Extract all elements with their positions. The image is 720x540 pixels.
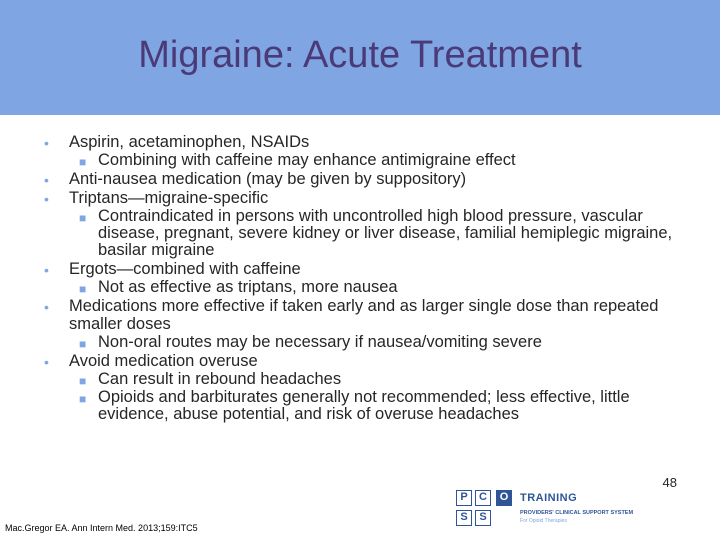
logo-letter: S <box>475 510 491 526</box>
square-bullet-icon: ■ <box>79 337 87 351</box>
bullet-text: Avoid medication overuse <box>69 352 258 370</box>
sub-bullet-text: Contraindicated in persons with uncontrolled high blood pressure, vascular disease, pregnant, severe kidney or liver disease, familial hemiplegic migraine, basilar migraine <box>98 207 673 259</box>
bullet-item <box>44 170 684 188</box>
logo-word: TRAINING <box>520 492 578 504</box>
pcss-logo <box>456 490 646 530</box>
logo-tagline: PROVIDERS' CLINICAL SUPPORT SYSTEM <box>520 510 634 516</box>
logo-letter: O <box>496 490 512 506</box>
bullet-dot-icon: • <box>44 262 49 278</box>
bullet-dot-icon: • <box>44 191 49 207</box>
page-number: 48 <box>662 475 677 490</box>
slide-title: Migraine: Acute Treatment <box>138 34 582 76</box>
sub-bullet-item <box>44 152 684 169</box>
sub-bullet-item <box>44 389 684 423</box>
square-bullet-icon: ■ <box>79 392 87 406</box>
logo-subtagline: For Opioid Therapies <box>520 518 567 524</box>
bullet-item <box>44 352 684 370</box>
bullet-dot-icon: • <box>44 299 49 315</box>
bullet-text: Ergots—combined with caffeine <box>69 260 301 278</box>
sub-bullet-text: Opioids and barbiturates generally not recommended; less effective, little evidence, abuse potential, and risk of overuse headaches <box>98 388 630 423</box>
sub-bullet-item <box>44 208 684 259</box>
sub-bullet-text: Not as effective as triptans, more nausea <box>98 278 398 296</box>
citation: Mac.Gregor EA. Ann Intern Med. 2013;159:ITC5 <box>5 523 198 533</box>
logo-letter: C <box>475 490 491 506</box>
bullet-dot-icon: • <box>44 135 49 151</box>
bullet-dot-icon: • <box>44 172 49 188</box>
logo-letter: P <box>456 490 472 506</box>
sub-bullet-item <box>44 279 684 296</box>
bullet-text: Anti-nausea medication (may be given by suppository) <box>69 170 467 188</box>
logo-letter: S <box>456 510 472 526</box>
bullet-list <box>44 133 684 424</box>
sub-bullet-text: Can result in rebound headaches <box>98 370 342 388</box>
bullet-item <box>44 297 684 333</box>
bullet-text: Aspirin, acetaminophen, NSAIDs <box>69 133 310 151</box>
sub-bullet-text: Non-oral routes may be necessary if nausea/vomiting severe <box>98 333 542 351</box>
square-bullet-icon: ■ <box>79 155 87 169</box>
bullet-item <box>44 133 684 151</box>
square-bullet-icon: ■ <box>79 282 87 296</box>
sub-bullet-text: Combining with caffeine may enhance antimigraine effect <box>98 151 516 169</box>
bullet-dot-icon: • <box>44 354 49 370</box>
bullet-item <box>44 189 684 207</box>
bullet-item <box>44 260 684 278</box>
sub-bullet-item <box>44 334 684 351</box>
bullet-text: Medications more effective if taken early and as larger single dose than repeated smaller doses <box>69 297 659 333</box>
square-bullet-icon: ■ <box>79 211 87 225</box>
sub-bullet-item <box>44 371 684 388</box>
square-bullet-icon: ■ <box>79 374 87 388</box>
bullet-text: Triptans—migraine-specific <box>69 189 269 207</box>
